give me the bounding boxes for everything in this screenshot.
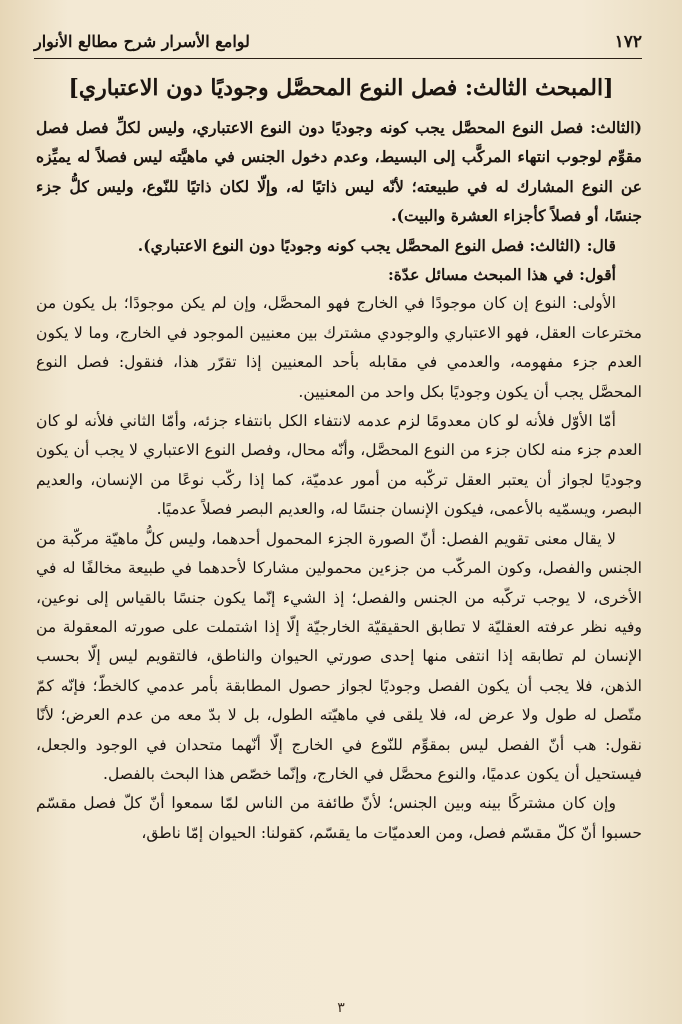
paragraph-qala: قال: (الثالث: فصل النوع المحصَّل يجب كونه وجوديًا دون النوع الاعتباري). bbox=[137, 235, 616, 255]
main-text bbox=[36, 113, 642, 848]
printer-mark: ٣ bbox=[337, 1000, 345, 1016]
page-number: ١٧٢ bbox=[614, 32, 642, 52]
running-title: لوامع الأسرار شرح مطالع الأنوار bbox=[34, 32, 250, 51]
paragraph: وإن كان مشتركًا بينه وبين الجنس؛ لأنّ طائفة من الناس لمّا سمعوا أنّ كلّ فصل مقسّم حسبوا أنّ كلّ مقسّم فصل، ومن العدميّات ما يقسّم، كقولنا: الحيوان إمّا ناطق، bbox=[36, 794, 642, 842]
paragraph: لا يقال معنى تقويم الفصل: أنّ الصورة الجزء المحمول أحدهما، وليس كلُّ ماهيّة مركّبة من الجنس والفصل، وكون المركّب من جزءين محمولين مشاركا لأحدهما في طبيعة مخالفًا له في الأخرى، لا يوجب تركّبه من الجنس والفصل؛ إذ الشيء إنّما يكون جنسًا بالقياس إلى نوعين، وفيه نظر عرفته العقليّة لا تطابق الحقيقيّة الخارجيّة إلّا إذا اشتملت على صورته المعقولة من الإنسان لم تطابقه إذا انتفى منها إحدى صورتي الحيوان والناطق، فالتقويم ليس إلّا بحسب الذهن، فلا يجب أن يكون الفصل وجوديًا لجواز حصول المطابقة بأمر عدمي كالخطّ؛ فإنّه كمّ متّصل له طول ولا عرض له، فلا يلقى في ماهيّته الطول، بل لا بدّ معه من عدم العرض؛ لأنّا نقول: هب أنّ الفصل ليس بمقوِّم للنّوع في الخارج إلّا أنّهما متحدان في الوجود والجعل، فيستحيل أن يكون عدميًا، والنوع محصَّل في الخارج، وإنّما خصّص هذا البحث بالفصل. bbox=[36, 529, 642, 783]
paragraph: أمّا الأوّل فلأنه لو كان معدومًا لزم عدمه لانتفاء الكل بانتفاء جزئه، وأمّا الثاني فلأنه لو كان العدم جزء منه لكان جزء من النوع المحصَّل، وأنّه محال، وفصل النوع الاعتباري لا يجب أن يكون وجوديًا لجواز أن يعتبر العقل تركّبه من أمور عدميّة، كما إذا ركّب نوعًا من الإنسان، والعديم البصر، ويسمّيه بالأعمى، فيكون الإنسان جنسًا له، والعديم البصر فصلاً عدميًا. bbox=[36, 412, 642, 519]
section-title: [المبحث الثالث: فصل النوع المحصَّل وجوديًا دون الاعتباري] bbox=[68, 75, 614, 101]
running-header bbox=[34, 26, 642, 59]
paragraph: الأولى: النوع إن كان موجودًا في الخارج فهو المحصَّل، وإن لم يكن موجودًا؛ بل يكون من مخترعات العقل، فهو الاعتباري والوجودي مشترك بين معنيين الموجود في الخارج، وما لا يكون العدم جزء مفهومه، والعدمي في مقابله بأحد المعنيين إذا تقرّر هذا، فنقول: فصل النوع المحصَّل يجب أن يكون وجوديًا بكل واحد من المعنيين. bbox=[36, 294, 642, 401]
paragraph-matn: (الثالث: فصل النوع المحصَّل يجب كونه وجوديًا دون النوع الاعتباري، وليس لكلِّ فصل فصل مقوِّم لوجوب انتهاء المركَّب إلى البسيط، وعدم دخول الجنس في ماهيَّته ليس فصلاً له يميِّزه عن النوع المشارك له في طبيعته؛ لأنّه ليس ذاتيًا له، وإلّا لكان ذاتيًا للنّوع، وليس كلُّ جزء جنسًا، أو فصلاً كأجزاء العشرة والبيت). bbox=[36, 118, 642, 226]
paragraph-aqulu: أقول: في هذا المبحث مسائل عدّة: bbox=[387, 265, 616, 285]
